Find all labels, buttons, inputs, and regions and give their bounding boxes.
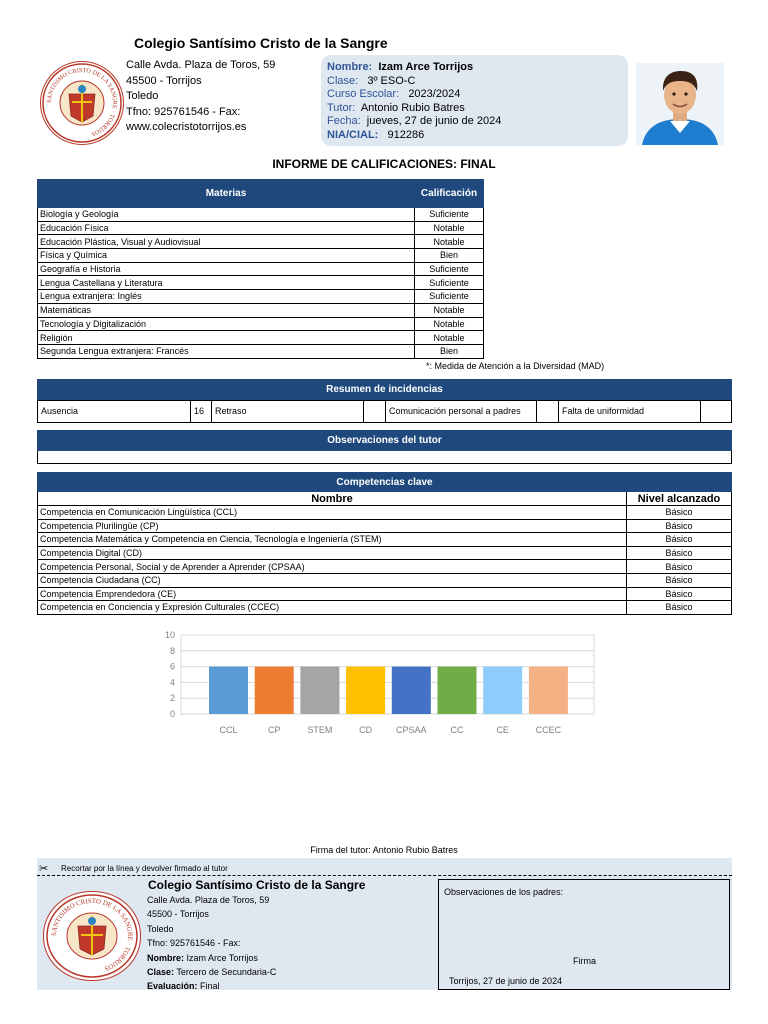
competency-level: Básico xyxy=(627,533,732,547)
competency-name: Competencia en Conciencia y Expresión Culturales (CCEC) xyxy=(38,601,627,615)
school-seal-logo xyxy=(40,61,124,145)
grade-row xyxy=(38,262,484,276)
subject-grade: Bien xyxy=(415,249,484,263)
subject-name: Lengua Castellana y Literatura xyxy=(38,276,415,290)
competency-level: Básico xyxy=(627,601,732,615)
student-name: Izam Arce Torrijos xyxy=(378,61,474,73)
grade-row xyxy=(38,208,484,222)
competency-name: Competencia Plurilingüe (CP) xyxy=(38,519,627,533)
parent-observations-label: Observaciones de los padres: xyxy=(444,887,564,897)
cut-line xyxy=(37,875,732,876)
footer-address-line: Tfno: 925761546 - Fax: xyxy=(147,938,241,949)
absence-label: Ausencia xyxy=(38,401,191,423)
competency-row xyxy=(38,587,732,601)
subject-grade: Notable xyxy=(415,221,484,235)
competency-row xyxy=(38,519,732,533)
school-seal-logo-footer xyxy=(43,891,141,981)
svg-text:SANTISIMO CRISTO DE LA SANGRE: SANTISIMO CRISTO DE LA SANGRE · TORRIJOS xyxy=(45,66,119,138)
absence-value: 16 xyxy=(191,401,212,423)
subject-grade: Notable xyxy=(415,331,484,345)
competency-row xyxy=(38,573,732,587)
competency-level-header: Nivel alcanzado xyxy=(627,492,732,506)
subject-grade: Bien xyxy=(415,344,484,358)
competency-level: Básico xyxy=(627,587,732,601)
competency-row xyxy=(38,601,732,615)
subject-name: Geografía e Historia xyxy=(38,262,415,276)
bar-ce xyxy=(483,667,522,714)
name-label: Nombre: xyxy=(327,61,373,73)
address-line: 45500 - Torrijos xyxy=(126,74,202,87)
student-info xyxy=(327,61,501,143)
tutor-observations-title: Observaciones del tutor xyxy=(37,430,732,451)
address-line: Toledo xyxy=(126,90,159,102)
scissors-icon: ✂ xyxy=(39,863,49,875)
competency-name: Competencia Ciudadana (CC) xyxy=(38,573,627,587)
competency-name: Competencia Digital (CD) xyxy=(38,546,627,560)
bar-ccec xyxy=(529,667,568,714)
address-line: Tfno: 925761546 - Fax: xyxy=(126,105,241,118)
uniform-label: Falta de uniformidad xyxy=(559,401,701,423)
footer-eval: Final xyxy=(200,981,220,992)
subject-grade: Notable xyxy=(415,317,484,331)
tutor-observations-body xyxy=(37,451,732,464)
subject-name: Tecnología y Digitalización xyxy=(38,317,415,331)
x-tick-label: CPSAA xyxy=(396,725,427,735)
subject-name: Educación Física xyxy=(38,221,415,235)
subjects-header: Materias xyxy=(38,180,415,208)
tutor-signature-line: Firma del tutor: Antonio Rubio Batres xyxy=(310,845,458,855)
competency-level: Básico xyxy=(627,519,732,533)
competencies-title: Competencias clave xyxy=(37,472,732,492)
bar-cd xyxy=(346,667,385,714)
competency-level: Básico xyxy=(627,573,732,587)
x-tick-label: CD xyxy=(359,725,373,735)
grades-body xyxy=(38,208,484,359)
date-label: Fecha: xyxy=(327,115,361,128)
mad-note: *: Medida de Atención a la Diversidad (MAD) xyxy=(426,361,605,371)
subject-name: Educación Plástica, Visual y Audiovisual xyxy=(38,235,415,249)
x-tick-label: CE xyxy=(496,725,509,735)
grade-row xyxy=(38,290,484,304)
competency-row xyxy=(38,546,732,560)
incidents-title: Resumen de incidencias xyxy=(37,379,732,400)
communication-value xyxy=(537,401,559,423)
grades-table xyxy=(37,179,484,359)
parent-signature-label: Firma xyxy=(573,956,596,966)
year-label: Curso Escolar: xyxy=(327,88,400,101)
subject-name: Lengua extranjera: Inglés xyxy=(38,290,415,304)
competency-level: Básico xyxy=(627,560,732,574)
grade-row xyxy=(38,344,484,358)
footer-class-label: Clase: xyxy=(147,967,175,978)
uniform-value xyxy=(701,401,732,423)
competency-name: Competencia en Comunicación Lingüística (CCL) xyxy=(38,506,627,520)
subject-grade: Suficiente xyxy=(415,276,484,290)
school-name: Colegio Santísimo Cristo de la Sangre xyxy=(134,35,388,51)
x-tick-label: STEM xyxy=(307,725,333,735)
subject-grade: Suficiente xyxy=(415,290,484,304)
footer-address-line: Calle Avda. Plaza de Toros, 59 xyxy=(147,895,270,905)
bar-cc xyxy=(438,667,477,714)
competency-row xyxy=(38,533,732,547)
x-tick-label: CCL xyxy=(219,725,238,735)
nia-label: NIA/CIAL: xyxy=(327,128,379,141)
grade-row xyxy=(38,249,484,263)
school-year: 2023/2024 xyxy=(408,88,461,101)
y-tick-label: 10 xyxy=(164,630,175,640)
competency-level: Básico xyxy=(627,546,732,560)
subject-name: Segunda Lengua extranjera: Francés xyxy=(38,344,415,358)
competencies-table xyxy=(37,492,732,615)
student-class: 3º ESO-C xyxy=(367,74,416,87)
report-date: jueves, 27 de junio de 2024 xyxy=(366,115,502,128)
subject-name: Biología y Geología xyxy=(38,208,415,222)
bar-stem xyxy=(300,667,339,714)
incidents-table xyxy=(37,400,732,423)
delay-value xyxy=(364,401,386,423)
subject-name: Religión xyxy=(38,331,415,345)
bar-cp xyxy=(255,667,294,714)
grade-header: Calificación xyxy=(415,180,484,208)
grade-row xyxy=(38,221,484,235)
x-tick-label: CP xyxy=(267,725,281,735)
y-tick-label: 4 xyxy=(169,677,175,688)
address-line: Calle Avda. Plaza de Toros, 59 xyxy=(126,59,276,71)
footer-address-line: 45500 - Torrijos xyxy=(147,909,209,920)
competency-row xyxy=(38,560,732,574)
bar-cpsaa xyxy=(392,667,431,714)
footer-name-label: Nombre: xyxy=(147,952,185,963)
footer-school-name: Colegio Santísimo Cristo de la Sangre xyxy=(148,878,366,892)
y-tick-label: 2 xyxy=(169,693,175,704)
student-photo xyxy=(636,63,724,145)
x-tick-label: CCEC xyxy=(535,725,562,735)
y-tick-label: 8 xyxy=(169,645,175,656)
grade-row xyxy=(38,303,484,317)
subject-name: Matemáticas xyxy=(38,303,415,317)
competencies-bar-chart xyxy=(150,626,600,741)
place-date: Torrijos, 27 de junio de 2024 xyxy=(449,976,563,986)
competency-name-header: Nombre xyxy=(38,492,627,506)
competency-level: Básico xyxy=(627,506,732,520)
grade-row xyxy=(38,235,484,249)
report-title: INFORME DE CALIFICACIONES: FINAL xyxy=(272,157,496,171)
competencies-body xyxy=(38,506,732,615)
class-label: Clase: xyxy=(327,74,359,87)
subject-grade: Notable xyxy=(415,235,484,249)
parent-observations-box[interactable] xyxy=(438,879,730,990)
grade-row xyxy=(38,317,484,331)
tutor-name: Antonio Rubio Batres xyxy=(360,101,465,114)
competency-row xyxy=(38,506,732,520)
svg-text:SANTISIMO CRISTO DE LA SANGRE: SANTISIMO CRISTO DE LA SANGRE · TORRIJOS xyxy=(50,897,134,972)
competency-name: Competencia Personal, Social y de Aprender a Aprender (CPSAA) xyxy=(38,560,627,574)
subject-grade: Notable xyxy=(415,303,484,317)
delay-label: Retraso xyxy=(212,401,364,423)
bar-ccl xyxy=(209,667,248,714)
grade-row xyxy=(38,331,484,345)
footer-details xyxy=(147,893,276,994)
y-tick-label: 0 xyxy=(169,709,175,719)
y-tick-label: 6 xyxy=(169,661,175,672)
grade-row xyxy=(38,276,484,290)
subject-name: Física y Química xyxy=(38,249,415,263)
competency-name: Competencia Matemática y Competencia en Ciencia, Tecnología e Ingeniería (STEM) xyxy=(38,533,627,547)
footer-student-name: Izam Arce Torrijos xyxy=(186,952,258,963)
footer-eval-label: Evaluación: xyxy=(147,981,198,992)
school-website-link[interactable]: www.colecristotorrijos.es xyxy=(126,121,247,133)
nia-value: 912286 xyxy=(387,128,425,141)
footer-class: Tercero de Secundaria-C xyxy=(176,967,277,978)
tutor-label: Tutor: xyxy=(327,101,356,114)
school-address xyxy=(126,58,275,136)
subject-grade: Suficiente xyxy=(415,262,484,276)
subject-grade: Suficiente xyxy=(415,208,484,222)
communication-label: Comunicación personal a padres xyxy=(386,401,537,423)
cut-instruction: Recortar por la línea y devolver firmado al tutor xyxy=(61,864,228,873)
competency-name: Competencia Emprendedora (CE) xyxy=(38,587,627,601)
footer-address-line: Toledo xyxy=(147,923,174,934)
x-tick-label: CC xyxy=(450,725,464,735)
